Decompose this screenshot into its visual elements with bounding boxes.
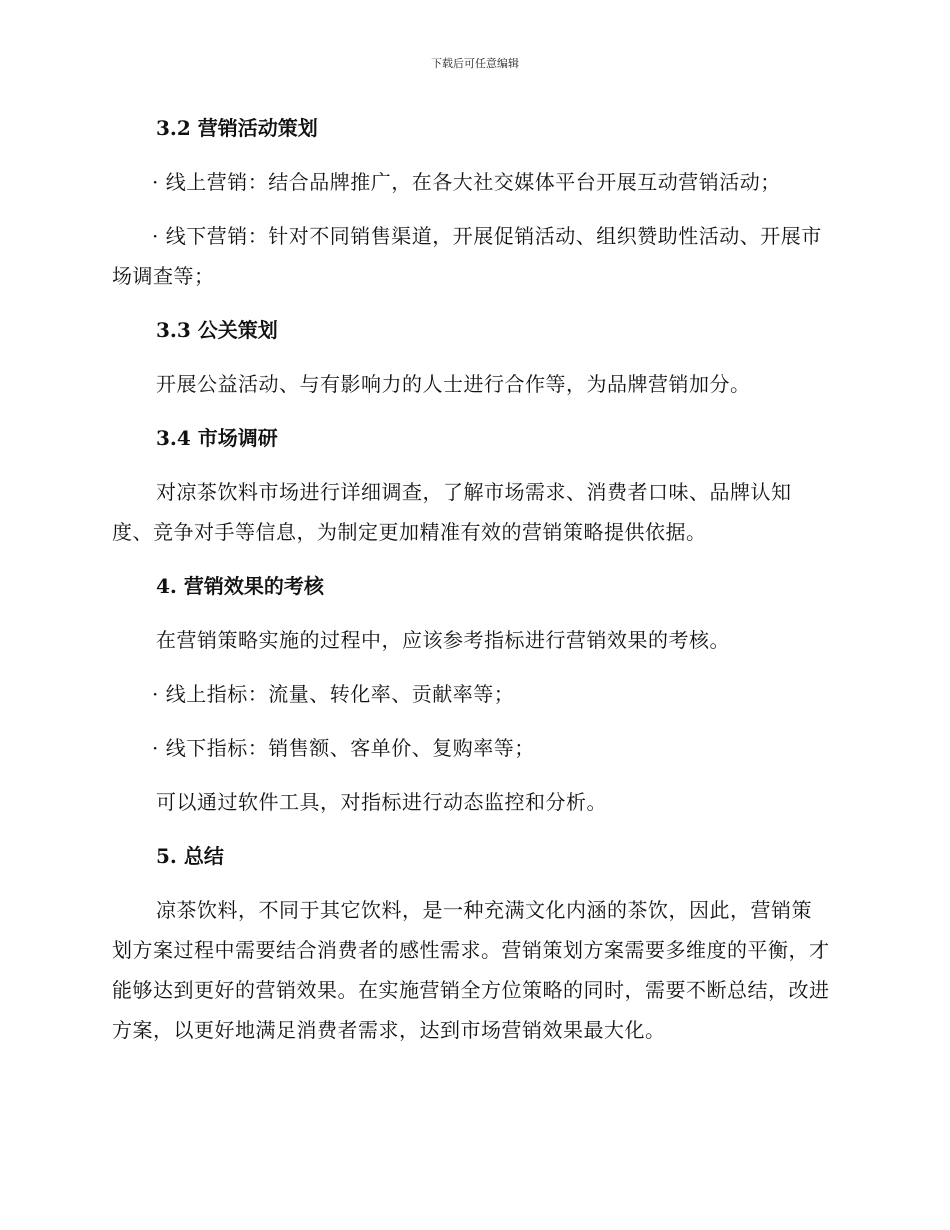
section-5-body: 凉茶饮料，不同于其它饮料，是一种充满文化内涵的茶饮，因此，营销策划方案过程中需要结合消费者的感性需求。营销策划方案需要多维度的平衡，才能够达到更好的营销效果。在实施营销全方位策略的同时，需要不断总结，改进方案，以更好地满足消费者需求，达到市场营销效果最大化。 (112, 898, 830, 1042)
document-body (112, 108, 832, 1064)
page-header-note: 下载后可任意编辑 (431, 57, 519, 70)
section-4-title: 4. 营销效果的考核 (156, 574, 324, 598)
section-5-title: 5. 总结 (156, 844, 224, 868)
online-metrics-item: · 线上指标：流量、转化率、贡献率等； (152, 682, 515, 706)
section-4-tools: 可以通过软件工具，对指标进行动态监控和分析。 (156, 790, 607, 814)
section-3-2-title: 3.2 营销活动策划 (156, 116, 318, 140)
online-marketing-item: · 线上营销：结合品牌推广，在各大社交媒体平台开展互动营销活动； (152, 170, 781, 194)
section-3-3-title: 3.3 公关策划 (156, 318, 278, 342)
section-3-4-body: 对凉茶饮料市场进行详细调查，了解市场需求、消费者口味、品牌认知度、竞争对手等信息，为制定更加精准有效的营销策略提供依据。 (112, 480, 792, 544)
section-3-3-body: 开展公益活动、与有影响力的人士进行合作等，为品牌营销加分。 (156, 372, 751, 396)
offline-marketing-item: · 线下营销：针对不同销售渠道，开展促销活动、组织赞助性活动、开展市场调查等； (112, 224, 822, 288)
section-4-intro: 在营销策略实施的过程中，应该参考指标进行营销效果的考核。 (156, 628, 730, 652)
section-3-4-title: 3.4 市场调研 (156, 426, 278, 450)
offline-metrics-item: · 线下指标：销售额、客单价、复购率等； (152, 736, 535, 760)
